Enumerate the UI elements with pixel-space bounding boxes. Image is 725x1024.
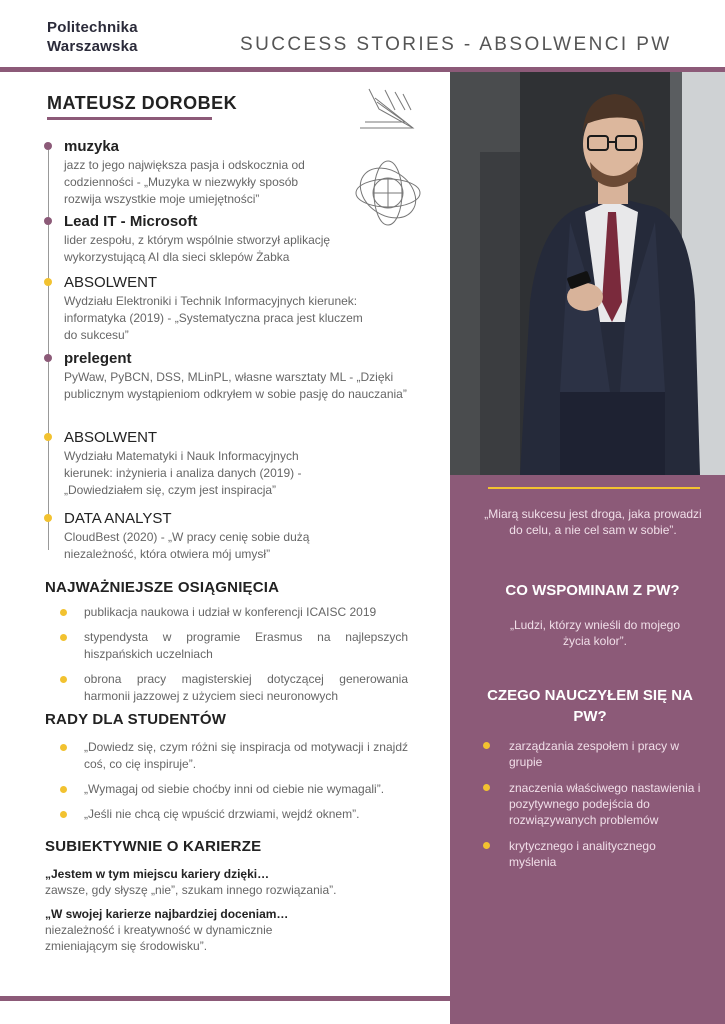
career-quote-2 bbox=[45, 906, 315, 954]
career-quote-1 bbox=[45, 866, 415, 898]
career-answer: zawsze, gdy słyszę „nie”, szukam innego rozwiązania”. bbox=[45, 883, 337, 897]
timeline-title: muzyka bbox=[64, 138, 120, 155]
achievement-text: obrona pracy magisterskiej dotyczącej generowania harmonii jazzowej z użyciem sieci neuronowych bbox=[84, 672, 408, 703]
advice-list bbox=[60, 739, 408, 831]
list-item bbox=[483, 838, 705, 870]
timeline-item bbox=[47, 138, 417, 208]
learned-list bbox=[483, 738, 705, 880]
bullet-dot bbox=[483, 742, 490, 749]
timeline-text: lider zespołu, z którym wspólnie stworzył aplikację wykorzystującą AI dla sieci sklepów Żabka bbox=[64, 233, 331, 264]
learned-text: krytycznego i analitycznego myślenia bbox=[509, 839, 656, 869]
timeline-text: Wydziału Elektroniki i Technik Informacyjnych kierunek: informatyka (2019) - „Systematyczna praca jest kluczem do sukcesu” bbox=[64, 294, 363, 342]
list-item bbox=[60, 739, 408, 773]
bullet-dot bbox=[60, 634, 67, 641]
page-header-title: SUCCESS STORIES - ABSOLWENCI PW bbox=[240, 34, 672, 55]
logo bbox=[47, 18, 138, 56]
memory-heading: CO WSPOMINAM Z PW? bbox=[505, 582, 680, 599]
achievement-text: stypendysta w programie Erasmus na najlepszych hiszpańskich uczelniach bbox=[84, 630, 408, 661]
timeline-title: Lead IT - Microsoft bbox=[64, 213, 198, 230]
bullet-dot bbox=[483, 842, 490, 849]
sidebar-quote: „Miarą sukcesu jest droga, jaka prowadzi do celu, a nie cel sam w sobie”. bbox=[484, 507, 702, 537]
timeline-item bbox=[47, 274, 417, 344]
bullet-dot bbox=[60, 811, 67, 818]
timeline-title: prelegent bbox=[64, 350, 132, 367]
learned-heading: CZEGO NAUCZYŁEM SIĘ NA PW? bbox=[487, 687, 693, 725]
career-question: „W swojej karierze najbardziej doceniam… bbox=[45, 907, 289, 921]
portrait-photo bbox=[450, 72, 725, 475]
timeline-dot bbox=[44, 217, 52, 225]
advice-text: „Wymagaj od siebie choćby inni od ciebie nie wymagali”. bbox=[84, 782, 385, 796]
bullet-dot bbox=[60, 676, 67, 683]
career-answer: niezależność i kreatywność w dynamicznie zmieniającym się środowisku”. bbox=[45, 923, 273, 953]
bullet-dot bbox=[60, 744, 67, 751]
bullet-dot bbox=[60, 609, 67, 616]
list-item bbox=[60, 629, 408, 663]
timeline-dot bbox=[44, 142, 52, 150]
list-item bbox=[60, 806, 408, 823]
timeline-title: DATA ANALYST bbox=[64, 510, 172, 527]
timeline-text: Wydziału Matematyki i Nauk Informacyjnych kierunek: inżynieria i analiza danych (2019) - „Dowiedziałem się, czym jest inspiracja” bbox=[64, 449, 302, 497]
list-item bbox=[60, 604, 408, 621]
learned-text: zarządzania zespołem i pracy w grupie bbox=[509, 739, 680, 769]
timeline-item bbox=[47, 510, 417, 563]
timeline-item bbox=[47, 213, 417, 266]
bullet-dot bbox=[60, 786, 67, 793]
achievements-list bbox=[60, 604, 408, 713]
list-item bbox=[483, 738, 705, 770]
achievements-heading: NAJWAŻNIEJSZE OSIĄGNIĘCIA bbox=[45, 579, 280, 596]
timeline-dot bbox=[44, 514, 52, 522]
list-item bbox=[60, 671, 408, 705]
arrow-emblem-icon bbox=[355, 84, 417, 134]
list-item bbox=[60, 781, 408, 798]
name-underline bbox=[47, 117, 212, 120]
timeline-text: CloudBest (2020) - „W pracy cenię sobie dużą niezależność, która otwiera mój umysł” bbox=[64, 530, 310, 561]
advice-text: „Jeśli nie chcą cię wpuścić drzwiami, wejdź oknem”. bbox=[84, 807, 360, 821]
memory-text: „Ludzi, którzy wnieśli do mojego życia kolor”. bbox=[509, 618, 681, 648]
advice-heading: RADY DLA STUDENTÓW bbox=[45, 711, 227, 728]
learned-text: znaczenia właściwego nastawienia i pozytywnego podejścia do rozwiązywanych problemów bbox=[509, 781, 701, 827]
sidebar-accent-line bbox=[488, 487, 700, 489]
timeline-dot bbox=[44, 278, 52, 286]
timeline-item bbox=[47, 350, 417, 403]
list-item bbox=[483, 780, 705, 828]
career-question: „Jestem w tym miejscu kariery dzięki… bbox=[45, 867, 270, 881]
bullet-dot bbox=[483, 784, 490, 791]
person-name: MATEUSZ DOROBEK bbox=[47, 93, 238, 113]
portrait-illustration bbox=[450, 72, 725, 475]
timeline-item bbox=[47, 429, 417, 499]
timeline-text: PyWaw, PyBCN, DSS, MLinPL, własne warsztaty ML - „Dzięki publicznym wystąpieniom odkryłem w sobie pasję do nauczania” bbox=[64, 370, 407, 401]
timeline-dot bbox=[44, 354, 52, 362]
logo-line-1: Politechnika bbox=[47, 19, 138, 36]
career-heading: SUBIEKTYWNIE O KARIERZE bbox=[45, 838, 262, 855]
bottom-divider bbox=[0, 996, 725, 1001]
logo-line-2: Warszawska bbox=[47, 38, 138, 55]
timeline-dot bbox=[44, 433, 52, 441]
advice-text: „Dowiedz się, czym różni się inspiracja od motywacji i znajdź coś, co cię inspiruje”. bbox=[84, 740, 408, 771]
achievement-text: publikacja naukowa i udział w konferencji ICAISC 2019 bbox=[84, 605, 377, 619]
timeline-title: ABSOLWENT bbox=[64, 429, 158, 446]
timeline-text: jazz to jego największa pasja i odskocznia od codzienności - „Muzyka w niezwykły sposób rozwija wszystkie moje umiejętności” bbox=[64, 158, 305, 206]
timeline-title: ABSOLWENT bbox=[64, 274, 158, 291]
